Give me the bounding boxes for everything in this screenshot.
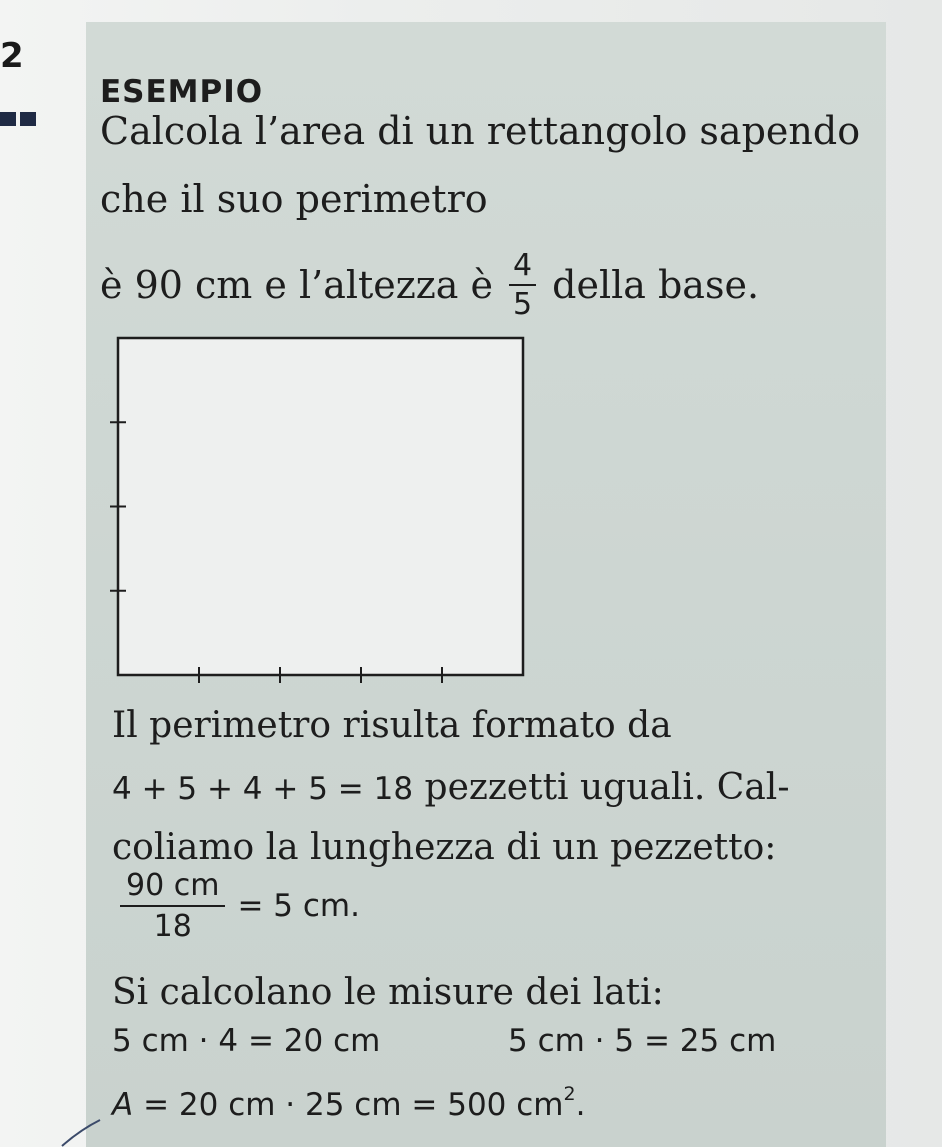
- difficulty-square-1: [0, 112, 16, 126]
- base-calculation: 5 cm · 5 = 25 cm: [508, 1023, 777, 1059]
- pencil-mark-icon: [60, 1116, 120, 1147]
- exercise-number: 2: [0, 36, 23, 76]
- area-variable: A: [112, 1087, 134, 1123]
- segment-fraction-denominator: 18: [153, 908, 192, 944]
- solution-line-2: [112, 767, 790, 808]
- segment-fraction: [120, 870, 225, 942]
- solution-line-5: Si calcolano le misure dei lati:: [112, 972, 664, 1013]
- height-calculation: 5 cm · 4 = 20 cm: [112, 1023, 381, 1059]
- fraction-bar: [509, 284, 536, 286]
- rectangle-outline: [118, 338, 523, 675]
- statement-line-3: [100, 250, 759, 320]
- solution-fraction-line: [112, 870, 360, 942]
- area-exponent: 2: [563, 1083, 576, 1105]
- statement-line-3-start: è 90 cm e l’altezza è: [100, 263, 494, 307]
- statement-line-2: che il suo perimetro: [100, 177, 488, 221]
- segment-fraction-bar: [120, 905, 225, 907]
- area-expression: = 20 cm · 25 cm = 500 cm: [133, 1087, 564, 1123]
- segment-fraction-numerator: 90 cm: [126, 868, 220, 903]
- statement-fraction: [509, 250, 536, 320]
- statement-line-1: Calcola l’area di un rettangolo sapendo: [100, 109, 861, 153]
- difficulty-square-2: [20, 112, 36, 126]
- sum-expression: 4 + 5 + 4 + 5 = 18: [112, 771, 414, 807]
- fraction-numerator: 4: [513, 248, 533, 283]
- area-calculation: [112, 1083, 586, 1123]
- area-period: .: [575, 1087, 586, 1123]
- rectangle-drawing: [100, 330, 540, 690]
- statement-line-3-end: della base.: [552, 263, 760, 307]
- solution-line-2-text: pezzetti uguali. Cal-: [413, 767, 790, 808]
- solution-line-3: coliamo la lunghezza di un pezzetto:: [112, 827, 777, 868]
- fraction-denominator: 5: [513, 286, 533, 322]
- difficulty-marks: [0, 112, 36, 126]
- segment-result: = 5 cm.: [237, 887, 360, 924]
- section-label: ESEMPIO: [100, 74, 264, 110]
- solution-line-1: Il perimetro risulta formato da: [112, 705, 672, 746]
- rectangle-figure: [100, 330, 540, 690]
